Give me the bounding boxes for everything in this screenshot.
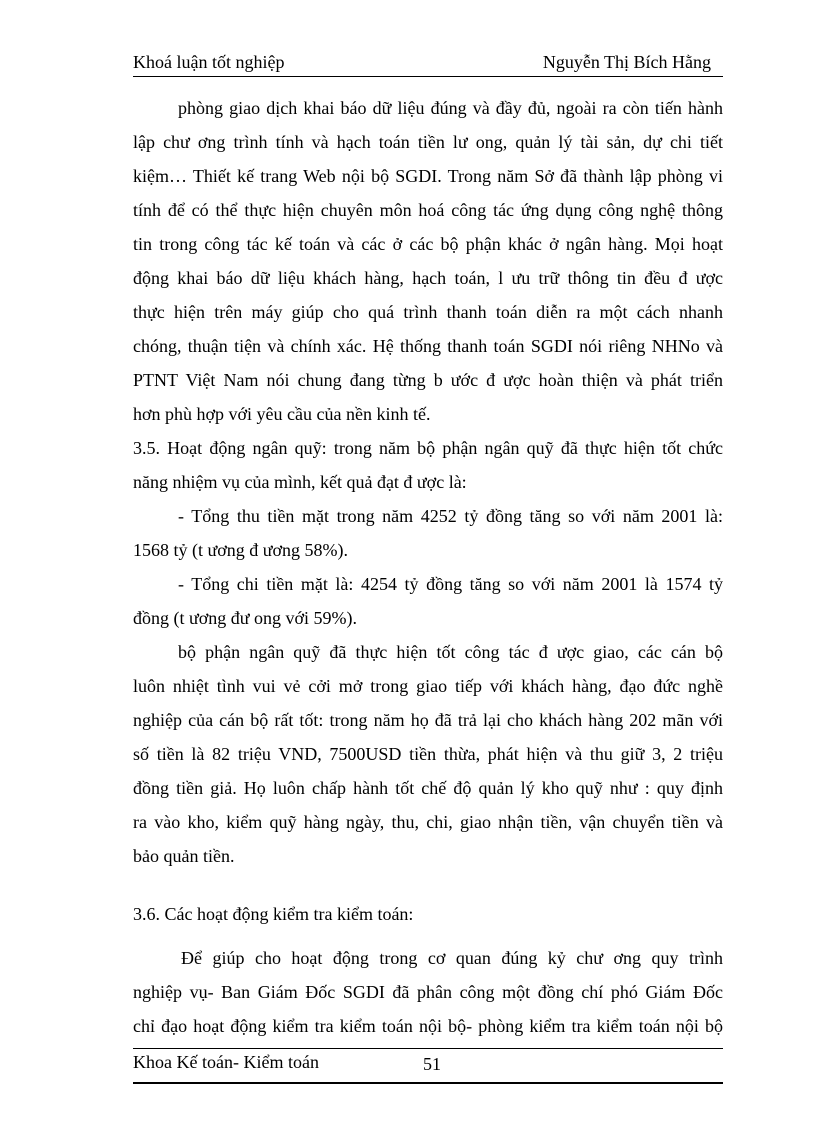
header-author-name: Nguyễn Thị Bích Hằng [542, 52, 711, 72]
header-thesis-title: Khoá luận tốt nghiệp [133, 52, 285, 72]
text-line: động khai báo dữ liệu khách hàng, hạch toán, l ưu trữ thông tin đều đ ược [133, 268, 723, 288]
footer-bottom-rule [133, 1082, 723, 1084]
section-heading-3-6: 3.6. Các hoạt động kiểm tra kiểm toán: [133, 904, 414, 924]
text-line: kiệm… Thiết kế trang Web nội bộ SGDI. Trong năm Sở đã thành lập phòng vi [133, 166, 723, 186]
text-line: luôn nhiệt tình vui vẻ cởi mở trong giao tiếp với khách hàng, đạo đức nghề [133, 676, 723, 696]
text-line: năng nhiệm vụ của mình, kết quả đạt đ ược là: [133, 472, 467, 492]
bullet-line: - Tổng thu tiền mặt trong năm 4252 tỷ đồng tăng so với năm 2001 là: [178, 506, 723, 526]
text-line: số tiền là 82 triệu VND, 7500USD tiền thừa, phát hiện và thu giữ 3, 2 triệu [133, 744, 723, 764]
page-header [133, 52, 723, 78]
text-line: bộ phận ngân quỹ đã thực hiện tốt công tác đ ược giao, các cán bộ [178, 642, 723, 662]
text-line: chỉ đạo hoạt động kiểm tra kiểm toán nội bộ- phòng kiểm tra kiểm toán nội bộ [133, 1016, 723, 1036]
text-line: hơn phù hợp với yêu cầu của nền kinh tế. [133, 404, 431, 424]
page-number: 51 [423, 1054, 441, 1074]
text-line: bảo quản tiền. [133, 846, 235, 866]
footer-divider [133, 1048, 723, 1049]
text-line: PTNT Việt Nam nói chung đang từng b ước đ ược hoàn thiện và phát triển [133, 370, 723, 390]
text-line: đồng tiền giả. Họ luôn chấp hành tốt chế độ quản lý kho quỹ như : quy định [133, 778, 723, 798]
text-line: ra vào kho, kiểm quỹ hàng ngày, thu, chi, giao nhận tiền, vận chuyển tiền và [133, 812, 723, 832]
text-line: phòng giao dịch khai báo dữ liệu đúng và đầy đủ, ngoài ra còn tiến hành [178, 98, 723, 118]
text-line: chóng, thuận tiện và chính xác. Hệ thống thanh toán SGDI nói riêng NHNo và [133, 336, 723, 356]
text-line: tin trong công tác kế toán và các ở các bộ phận khác ở ngân hàng. Mọi hoạt [133, 234, 723, 254]
text-line: lập chư ơng trình tính và hạch toán tiền lư ong, quản lý tài sản, dự chi tiết [133, 132, 723, 152]
bullet-line: - Tổng chi tiền mặt là: 4254 tỷ đồng tăng so với năm 2001 là 1574 tỷ [178, 574, 723, 594]
header-divider [133, 76, 723, 77]
text-line: thực hiện trên máy giúp cho quá trình thanh toán diễn ra một cách nhanh [133, 302, 723, 322]
text-line: tính để có thể thực hiện chuyên môn hoá công tác ứng dụng công nghệ thông [133, 200, 723, 220]
text-line: Để giúp cho hoạt động trong cơ quan đúng kỷ chư ơng quy trình [181, 948, 723, 968]
text-line: 1568 tỷ (t ương đ ương 58%). [133, 540, 349, 560]
footer-department: Khoa Kế toán- Kiểm toán [133, 1052, 319, 1072]
section-heading-3-5: 3.5. Hoạt động ngân quỹ: trong năm bộ phận ngân quỹ đã thực hiện tốt chức [133, 438, 723, 458]
text-line: nghiệp của cán bộ rất tốt: trong năm họ đã trả lại cho khách hàng 202 mãn với [133, 710, 723, 730]
text-line: đồng (t ương đư ong với 59%). [133, 608, 358, 628]
text-line: nghiệp vụ- Ban Giám Đốc SGDI đã phân công một đồng chí phó Giám Đốc [133, 982, 723, 1002]
